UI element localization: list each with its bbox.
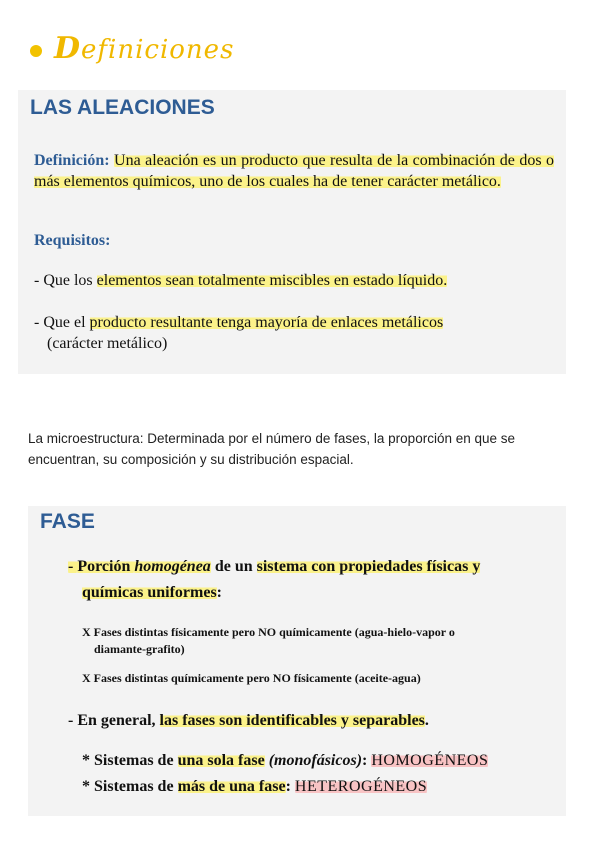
sistema-heterogeneo bbox=[82, 776, 427, 798]
bullet-dot-icon bbox=[30, 45, 42, 57]
sistema-1-highlight: una sola fase bbox=[177, 752, 265, 769]
fase-general-end: . bbox=[424, 712, 429, 729]
slide-fase bbox=[28, 506, 566, 816]
definition-label: Definición: bbox=[34, 152, 110, 169]
fase-def-dash: - bbox=[68, 558, 78, 575]
fase-general-highlight: las fases son identificables y separables bbox=[159, 712, 425, 729]
fase-example-1 bbox=[82, 624, 532, 658]
slide-title-fase: FASE bbox=[40, 510, 95, 533]
fase-example-1-line1: X Fases distintas físicamente pero NO químicamente (agua-hielo-vapor o bbox=[82, 625, 455, 639]
microestructura-paragraph: La microestructura: Determinada por el número de fases, la proporción en que se encuentran, su composición y su distribución espacial. bbox=[28, 431, 516, 467]
fase-def-start: Porción bbox=[77, 558, 135, 575]
fase-def-middle: de un bbox=[210, 558, 257, 575]
section-title-rest: efiniciones bbox=[81, 34, 235, 65]
fase-def-highlight: sistema con propiedades físicas y bbox=[256, 558, 481, 575]
requisito-2-continuation: (carácter metálico) bbox=[47, 335, 168, 352]
sistema-1-result: HOMOGÉNEOS bbox=[371, 752, 489, 769]
requisito-item-1 bbox=[34, 270, 554, 291]
definition-text: Una aleación es un producto que resulta de la combinación de dos o más elementos químicos, uno de los cuales ha de tener carácter metálico. bbox=[34, 152, 555, 190]
requisitos-label: Requisitos: bbox=[34, 232, 111, 249]
section-header bbox=[30, 30, 234, 66]
definition-paragraph bbox=[34, 150, 554, 192]
fase-definition bbox=[68, 554, 548, 606]
section-title bbox=[54, 31, 234, 66]
sistema-2-colon: : bbox=[285, 778, 295, 795]
fase-example-1-line2: diamante-grafito) bbox=[94, 642, 185, 656]
sistema-1-italic: (monofásicos) bbox=[268, 752, 363, 769]
requisito-1-prefix: - Que los bbox=[34, 272, 97, 289]
requisito-1-highlight: elementos sean totalmente miscibles en estado líquido. bbox=[96, 272, 448, 289]
fase-general-start: - En general, bbox=[68, 712, 160, 729]
sistema-1-colon: : bbox=[362, 752, 372, 769]
requisito-item-2 bbox=[34, 312, 554, 354]
sistema-2-highlight: más de una fase bbox=[177, 778, 286, 795]
fase-example-2: X Fases distintas químicamente pero NO físicamente (aceite-agua) bbox=[82, 671, 421, 685]
slide-title-aleaciones: LAS ALEACIONES bbox=[30, 96, 215, 119]
section-title-initial: D bbox=[54, 30, 82, 66]
requisito-2-highlight: producto resultante tenga mayoría de enlaces metálicos bbox=[89, 314, 444, 331]
slide-aleaciones bbox=[18, 90, 566, 374]
fase-def-continuation: químicas uniformes bbox=[82, 584, 217, 601]
fase-def-colon: : bbox=[216, 584, 222, 601]
requisito-2-prefix: - Que el bbox=[34, 314, 90, 331]
fase-def-italic: homogénea bbox=[134, 558, 211, 575]
sistema-1-start: * Sistemas de bbox=[82, 752, 178, 769]
fase-general bbox=[68, 710, 429, 732]
sistema-monofasico bbox=[82, 750, 488, 772]
sistema-2-start: * Sistemas de bbox=[82, 778, 178, 795]
sistema-2-result: HETEROGÉNEOS bbox=[294, 778, 428, 795]
